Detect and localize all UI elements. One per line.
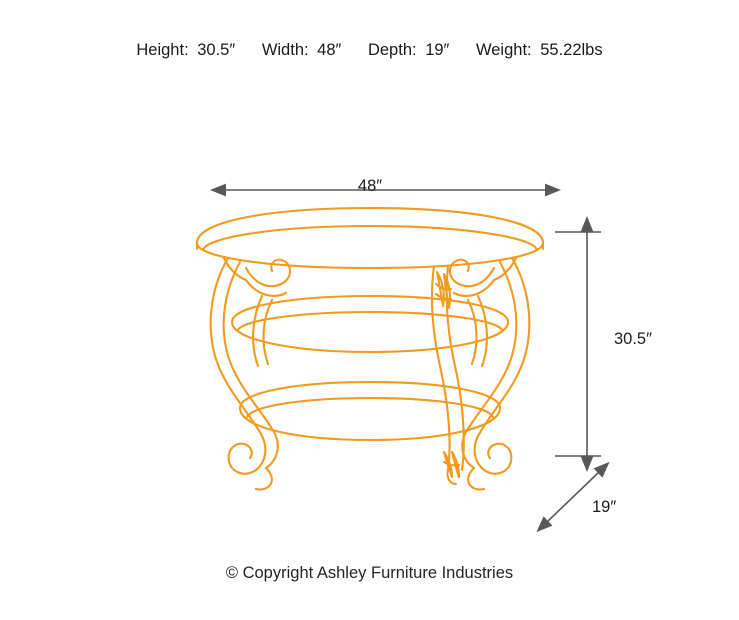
- table-top: [197, 208, 543, 268]
- depth-arrow: [548, 473, 598, 521]
- spec-weight-label: Weight:: [475, 41, 532, 59]
- copyright-notice: © Copyright Ashley Furniture Industries: [225, 564, 514, 582]
- depth-dimension-label: 19″: [592, 498, 617, 516]
- leg-front-right: [462, 258, 529, 489]
- spec-width-value: 48″: [317, 41, 342, 59]
- table-outline: [197, 208, 543, 489]
- spec-height-value: 30.5″: [197, 41, 236, 59]
- dimension-lines: [226, 190, 601, 521]
- middle-shelf: [232, 296, 508, 352]
- leg-front-left: [211, 258, 278, 489]
- spec-depth-label: Depth:: [367, 41, 417, 59]
- spec-height-label: Height:: [136, 41, 189, 59]
- spec-depth-value: 19″: [425, 41, 450, 59]
- height-dimension-label: 30.5″: [614, 330, 652, 348]
- bottom-shelf: [240, 382, 500, 440]
- spec-weight-value: 55.22lbs: [540, 41, 603, 59]
- spec-width-label: Width:: [261, 41, 309, 59]
- width-dimension-label: 48″: [357, 177, 383, 195]
